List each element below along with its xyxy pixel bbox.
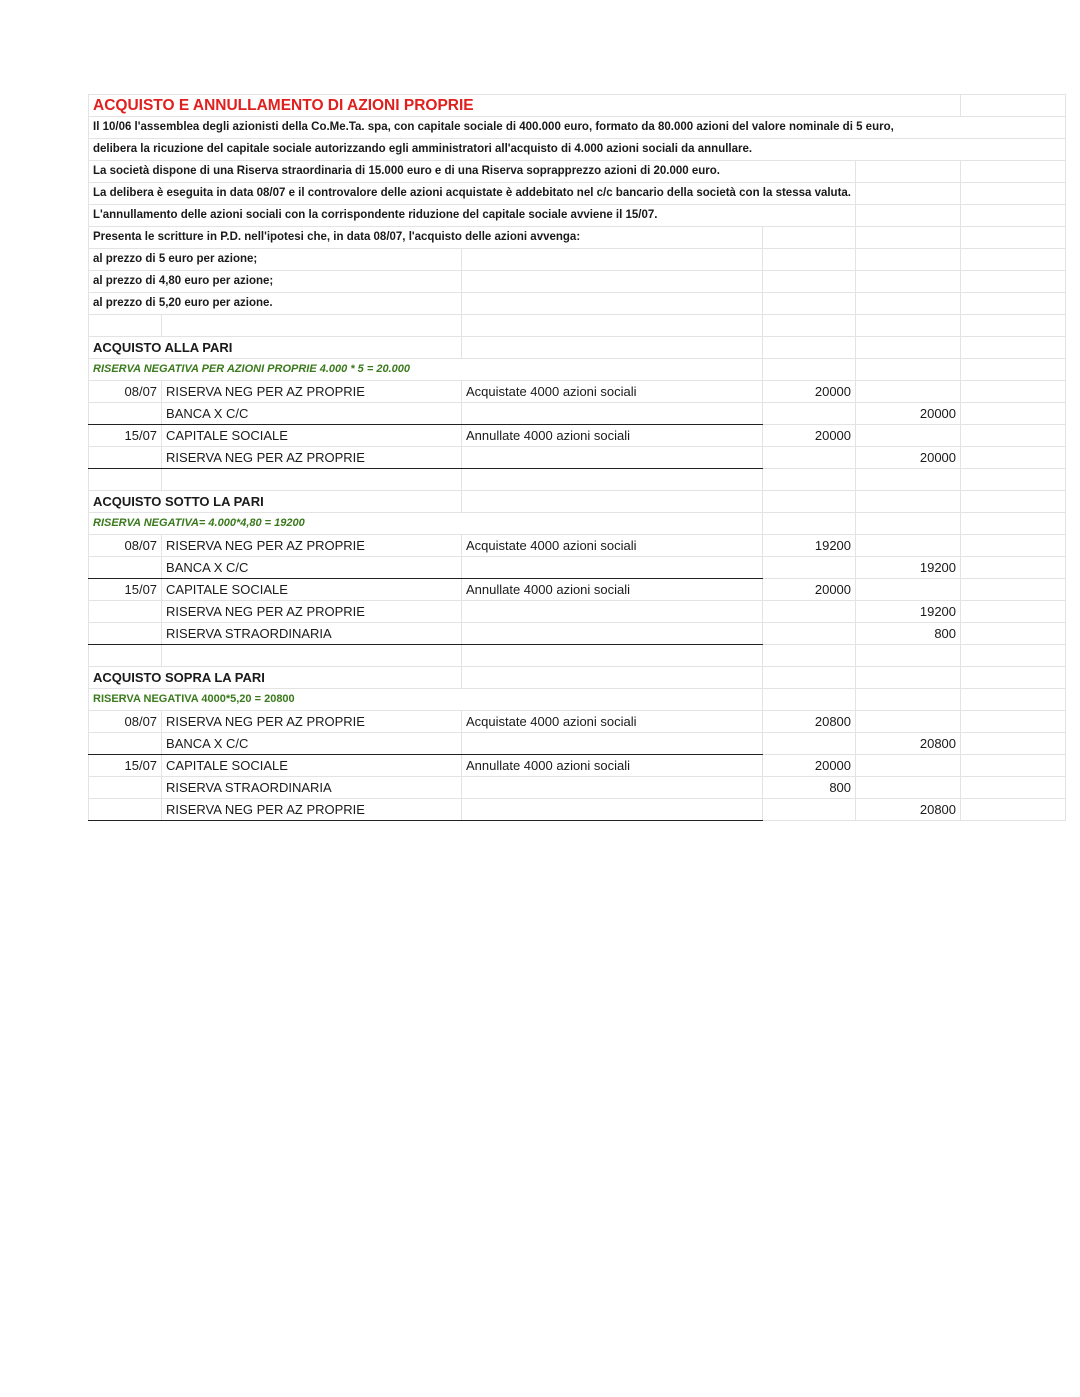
cell[interactable]: [961, 535, 1066, 557]
entry-date[interactable]: 15/07: [89, 579, 162, 601]
section-heading-row: [89, 337, 1066, 359]
entry-description[interactable]: [461, 623, 762, 645]
entry-date[interactable]: [89, 733, 162, 755]
problem-row: [89, 161, 1066, 183]
entry-account[interactable]: RISERVA NEG PER AZ PROPRIE: [162, 711, 462, 733]
cell[interactable]: [763, 293, 856, 315]
entry-description[interactable]: Acquistate 4000 azioni sociali: [461, 711, 762, 733]
entry-dare[interactable]: [763, 447, 856, 469]
cell[interactable]: [461, 249, 762, 271]
spreadsheet: [88, 94, 1066, 821]
cell[interactable]: [856, 491, 961, 513]
entry-description[interactable]: [461, 733, 762, 755]
entry-avere[interactable]: [856, 535, 961, 557]
entry-avere[interactable]: [856, 711, 961, 733]
entry-description[interactable]: Acquistate 4000 azioni sociali: [461, 381, 762, 403]
problem-text[interactable]: La delibera è eseguita in data 08/07 e il controvalore delle azioni acquistate è addebitato nel c/c bancario della società con la stessa valuta.: [89, 183, 856, 205]
entry-date[interactable]: [89, 799, 162, 821]
journal-row: [89, 601, 1066, 623]
entry-dare[interactable]: 20000: [763, 755, 856, 777]
journal-row: [89, 623, 1066, 645]
cell[interactable]: [856, 337, 961, 359]
cell[interactable]: [856, 249, 961, 271]
entry-account[interactable]: RISERVA STRAORDINARIA: [162, 777, 462, 799]
entry-description[interactable]: Annullate 4000 azioni sociali: [461, 579, 762, 601]
section-heading-row: [89, 491, 1066, 513]
cell[interactable]: [162, 315, 462, 337]
cell[interactable]: [961, 557, 1066, 579]
journal-row: [89, 755, 1066, 777]
cell[interactable]: [763, 359, 856, 381]
entry-account[interactable]: CAPITALE SOCIALE: [162, 579, 462, 601]
cell[interactable]: [856, 645, 961, 667]
journal-row: [89, 579, 1066, 601]
problem-text[interactable]: Presenta le scritture in P.D. nell'ipotesi che, in data 08/07, l'acquisto delle azioni avvenga:: [89, 227, 763, 249]
cell[interactable]: [763, 667, 856, 689]
section-heading[interactable]: ACQUISTO SOPRA LA PARI: [89, 667, 462, 689]
entry-account[interactable]: CAPITALE SOCIALE: [162, 755, 462, 777]
cell[interactable]: [856, 271, 961, 293]
entry-dare[interactable]: 20000: [763, 579, 856, 601]
problem-row: [89, 227, 1066, 249]
entry-avere[interactable]: [856, 777, 961, 799]
entry-account[interactable]: BANCA X C/C: [162, 557, 462, 579]
journal-row: [89, 711, 1066, 733]
cell[interactable]: [461, 337, 762, 359]
cell[interactable]: [961, 227, 1066, 249]
cell[interactable]: [461, 469, 762, 491]
problem-row: [89, 183, 1066, 205]
cell[interactable]: [763, 271, 856, 293]
cell[interactable]: [763, 513, 856, 535]
entry-avere[interactable]: 20000: [856, 447, 961, 469]
entry-description[interactable]: [461, 799, 762, 821]
entry-account[interactable]: CAPITALE SOCIALE: [162, 425, 462, 447]
cell[interactable]: [162, 469, 462, 491]
cell[interactable]: [961, 359, 1066, 381]
cell[interactable]: [961, 777, 1066, 799]
entry-dare[interactable]: [763, 403, 856, 425]
cell[interactable]: [856, 667, 961, 689]
entry-dare[interactable]: 20000: [763, 425, 856, 447]
cell[interactable]: [461, 645, 762, 667]
cell[interactable]: [961, 403, 1066, 425]
entry-account[interactable]: RISERVA STRAORDINARIA: [162, 623, 462, 645]
cell[interactable]: [961, 491, 1066, 513]
section-heading[interactable]: ACQUISTO ALLA PARI: [89, 337, 462, 359]
entry-description[interactable]: Annullate 4000 azioni sociali: [461, 755, 762, 777]
entry-date[interactable]: 15/07: [89, 755, 162, 777]
cell[interactable]: [856, 183, 961, 205]
cell[interactable]: [461, 271, 762, 293]
problem-text[interactable]: al prezzo di 5 euro per azione;: [89, 249, 462, 271]
empty-row: [89, 315, 1066, 337]
section-formula[interactable]: RISERVA NEGATIVA 4000*5,20 = 20800: [89, 689, 763, 711]
spreadsheet-body: [89, 95, 1066, 821]
entry-avere[interactable]: 19200: [856, 557, 961, 579]
cell[interactable]: [961, 799, 1066, 821]
entry-avere[interactable]: [856, 755, 961, 777]
problem-text[interactable]: al prezzo di 5,20 euro per azione.: [89, 293, 462, 315]
entry-dare[interactable]: 20800: [763, 711, 856, 733]
cell[interactable]: [856, 205, 961, 227]
cell[interactable]: [856, 227, 961, 249]
cell[interactable]: [763, 689, 856, 711]
formula-row: [89, 359, 1066, 381]
entry-dare[interactable]: 800: [763, 777, 856, 799]
journal-row: [89, 799, 1066, 821]
cell[interactable]: [763, 315, 856, 337]
empty-row: [89, 645, 1066, 667]
entry-date[interactable]: [89, 557, 162, 579]
entry-description[interactable]: [461, 777, 762, 799]
cell[interactable]: [763, 469, 856, 491]
entry-dare[interactable]: [763, 799, 856, 821]
cell[interactable]: [856, 359, 961, 381]
cell[interactable]: [961, 579, 1066, 601]
entry-account[interactable]: RISERVA NEG PER AZ PROPRIE: [162, 381, 462, 403]
cell[interactable]: [461, 667, 762, 689]
entry-description[interactable]: [461, 601, 762, 623]
cell[interactable]: [461, 491, 762, 513]
cell[interactable]: [763, 491, 856, 513]
cell[interactable]: [856, 513, 961, 535]
entry-description[interactable]: [461, 557, 762, 579]
section-formula[interactable]: RISERVA NEGATIVA= 4.000*4,80 = 19200: [89, 513, 763, 535]
entry-date[interactable]: [89, 447, 162, 469]
entry-date[interactable]: 15/07: [89, 425, 162, 447]
cell[interactable]: [961, 601, 1066, 623]
entry-avere[interactable]: [856, 579, 961, 601]
cell[interactable]: [961, 161, 1066, 183]
journal-row: [89, 777, 1066, 799]
entry-description[interactable]: [461, 403, 762, 425]
problem-row: [89, 205, 1066, 227]
cell[interactable]: [961, 183, 1066, 205]
entry-avere[interactable]: [856, 425, 961, 447]
problem-text[interactable]: L'annullamento delle azioni sociali con la corrispondente riduzione del capitale sociale avviene il 15/07.: [89, 205, 856, 227]
cell[interactable]: [461, 293, 762, 315]
entry-account[interactable]: RISERVA NEG PER AZ PROPRIE: [162, 799, 462, 821]
entry-dare[interactable]: [763, 733, 856, 755]
entry-date[interactable]: [89, 623, 162, 645]
cell[interactable]: [162, 645, 462, 667]
formula-row: [89, 513, 1066, 535]
cell[interactable]: [89, 469, 162, 491]
entry-description[interactable]: Acquistate 4000 azioni sociali: [461, 535, 762, 557]
cell[interactable]: [961, 293, 1066, 315]
entry-dare[interactable]: 19200: [763, 535, 856, 557]
journal-row: [89, 381, 1066, 403]
problem-text[interactable]: Il 10/06 l'assemblea degli azionisti della Co.Me.Ta. spa, con capitale sociale di 400.000 euro, formato da 80.000 azioni del valore nominale di 5 euro,: [89, 117, 1066, 139]
cell[interactable]: [461, 315, 762, 337]
cell[interactable]: [961, 689, 1066, 711]
problem-row: [89, 271, 1066, 293]
entry-dare[interactable]: 20000: [763, 381, 856, 403]
journal-row: [89, 425, 1066, 447]
cell[interactable]: [961, 513, 1066, 535]
cell[interactable]: [856, 161, 961, 183]
journal-row: [89, 557, 1066, 579]
entry-avere[interactable]: [856, 381, 961, 403]
entry-account[interactable]: RISERVA NEG PER AZ PROPRIE: [162, 447, 462, 469]
entry-date[interactable]: [89, 601, 162, 623]
cell[interactable]: [763, 227, 856, 249]
cell[interactable]: [856, 689, 961, 711]
problem-text[interactable]: La società dispone di una Riserva straordinaria di 15.000 euro e di una Riserva soprapprezzo azioni di 20.000 euro.: [89, 161, 856, 183]
cell[interactable]: [961, 315, 1066, 337]
cell[interactable]: [961, 249, 1066, 271]
cell[interactable]: [961, 271, 1066, 293]
entry-account[interactable]: RISERVA NEG PER AZ PROPRIE: [162, 601, 462, 623]
entry-date[interactable]: [89, 777, 162, 799]
entry-date[interactable]: 08/07: [89, 381, 162, 403]
entry-date[interactable]: 08/07: [89, 711, 162, 733]
title-row: [89, 95, 1066, 117]
section-formula[interactable]: RISERVA NEGATIVA PER AZIONI PROPRIE 4.000 * 5 = 20.000: [89, 359, 763, 381]
cell[interactable]: [961, 755, 1066, 777]
cell[interactable]: [856, 469, 961, 491]
entry-avere[interactable]: 19200: [856, 601, 961, 623]
entry-date[interactable]: [89, 403, 162, 425]
cell[interactable]: [856, 293, 961, 315]
entry-avere[interactable]: 20800: [856, 733, 961, 755]
entry-dare[interactable]: [763, 557, 856, 579]
section-heading-row: [89, 667, 1066, 689]
entry-avere[interactable]: 800: [856, 623, 961, 645]
cell[interactable]: [961, 667, 1066, 689]
problem-text[interactable]: delibera la ricuzione del capitale sociale autorizzando egli amministratori all'acquisto di 4.000 azioni sociali da annullare.: [89, 139, 1066, 161]
cell[interactable]: [856, 315, 961, 337]
cell[interactable]: [961, 711, 1066, 733]
cell[interactable]: [961, 337, 1066, 359]
cell[interactable]: [961, 623, 1066, 645]
entry-account[interactable]: BANCA X C/C: [162, 403, 462, 425]
cell[interactable]: [961, 381, 1066, 403]
entry-dare[interactable]: [763, 623, 856, 645]
journal-row: [89, 447, 1066, 469]
entry-date[interactable]: 08/07: [89, 535, 162, 557]
formula-row: [89, 689, 1066, 711]
sheet-title[interactable]: ACQUISTO E ANNULLAMENTO DI AZIONI PROPRIE: [89, 95, 961, 117]
section-heading[interactable]: ACQUISTO SOTTO LA PARI: [89, 491, 462, 513]
entry-description[interactable]: Annullate 4000 azioni sociali: [461, 425, 762, 447]
cell[interactable]: [89, 645, 162, 667]
entry-avere[interactable]: 20000: [856, 403, 961, 425]
cell[interactable]: [89, 315, 162, 337]
journal-row: [89, 733, 1066, 755]
problem-text[interactable]: al prezzo di 4,80 euro per azione;: [89, 271, 462, 293]
cell[interactable]: [961, 205, 1066, 227]
problem-row: [89, 249, 1066, 271]
cell[interactable]: [763, 249, 856, 271]
problem-row: [89, 293, 1066, 315]
cell[interactable]: [961, 469, 1066, 491]
cell[interactable]: [763, 337, 856, 359]
cell[interactable]: [961, 95, 1066, 117]
problem-row: [89, 117, 1066, 139]
cell[interactable]: [961, 645, 1066, 667]
cell[interactable]: [763, 645, 856, 667]
cell[interactable]: [961, 425, 1066, 447]
entry-dare[interactable]: [763, 601, 856, 623]
entry-account[interactable]: RISERVA NEG PER AZ PROPRIE: [162, 535, 462, 557]
entry-account[interactable]: BANCA X C/C: [162, 733, 462, 755]
empty-row: [89, 469, 1066, 491]
entry-description[interactable]: [461, 447, 762, 469]
journal-row: [89, 535, 1066, 557]
entry-avere[interactable]: 20800: [856, 799, 961, 821]
cell[interactable]: [961, 447, 1066, 469]
cell[interactable]: [961, 733, 1066, 755]
journal-row: [89, 403, 1066, 425]
problem-row: [89, 139, 1066, 161]
